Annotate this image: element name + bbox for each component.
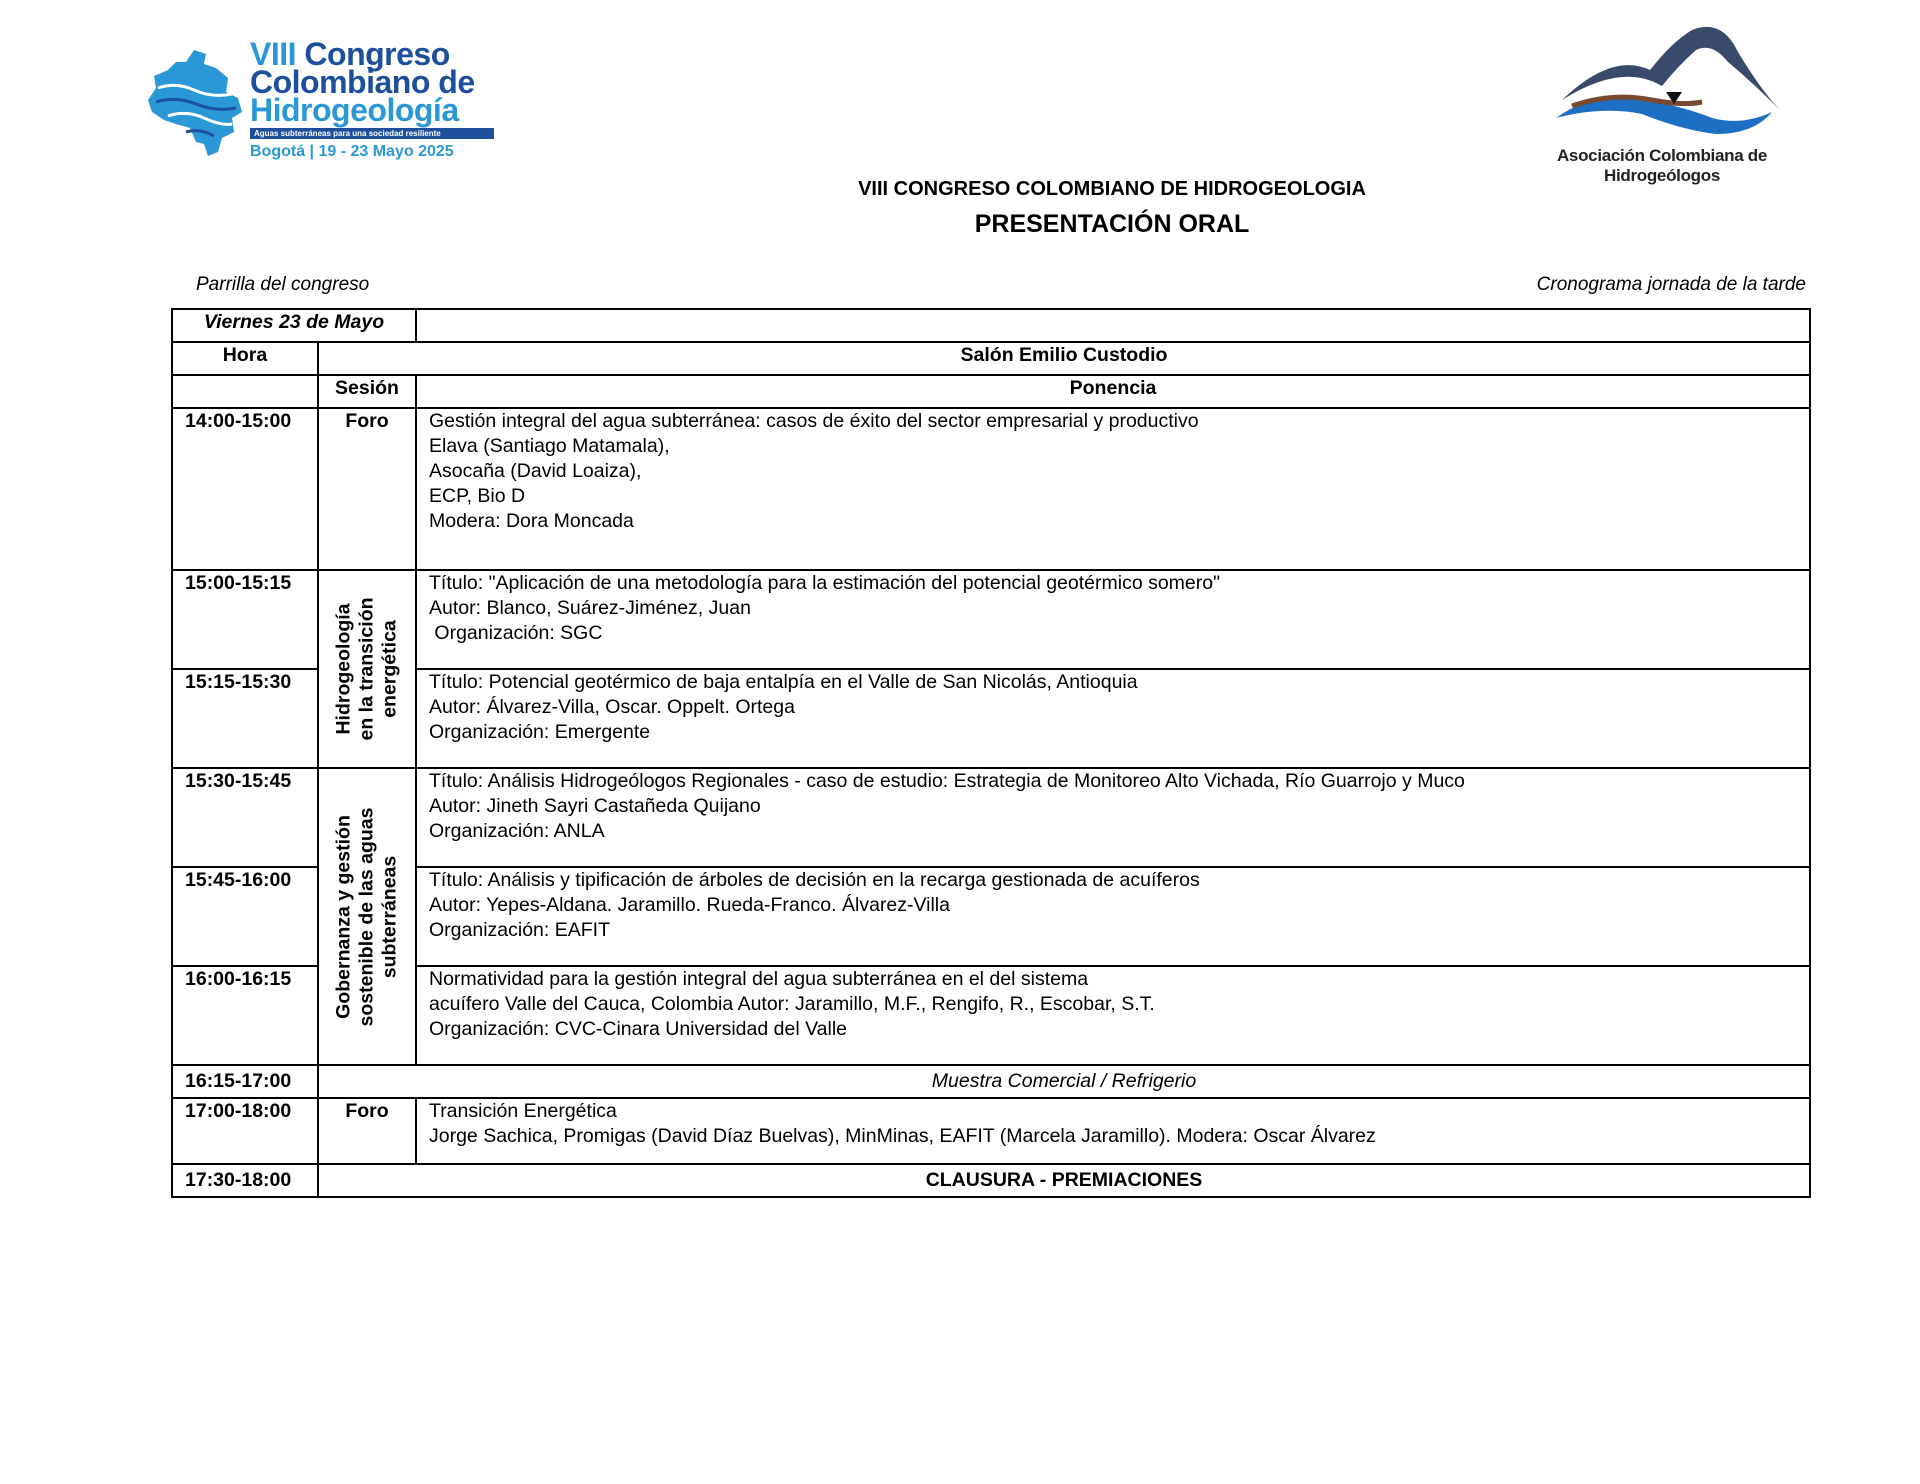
- mountain-logo-icon: [1532, 22, 1792, 142]
- table-row: [172, 1098, 1810, 1164]
- logo-line-3: Hidrogeología: [250, 92, 459, 128]
- colombia-map-icon: [146, 48, 246, 158]
- schedule-table: [171, 308, 1811, 1198]
- break-cell: Muestra Comercial / Refrigerio: [318, 1065, 1810, 1098]
- time-cell: 14:00-15:00: [172, 408, 318, 570]
- logo-place-date: Bogotá | 19 - 23 Mayo 2025: [250, 143, 454, 160]
- table-row: [172, 768, 1810, 867]
- table-row: [172, 1065, 1810, 1098]
- logo-line-1: VIII Congreso: [250, 36, 450, 72]
- table-row: [172, 570, 1810, 669]
- table-row: [172, 1164, 1810, 1197]
- table-row: [172, 669, 1810, 768]
- room-row: [172, 342, 1810, 375]
- session-transicion: Hidrogeología en la transición energética: [318, 570, 416, 768]
- closing-cell: CLAUSURA - PREMIACIONES: [318, 1164, 1810, 1197]
- talk-cell: Título: Análisis y tipificación de árboles de decisión en la recarga gestionada de acuíferos Autor: Yepes-Aldana. Jaramillo. Rueda-Franco. Álvarez-Villa Organización: EAFIT: [416, 867, 1810, 966]
- day-label: Viernes 23 de Mayo: [172, 309, 416, 342]
- sesion-header: Sesión: [318, 375, 416, 408]
- session-gobernanza: Gobernanza y gestión sostenible de las aguas subterráneas: [318, 768, 416, 1065]
- time-cell: 16:15-17:00: [172, 1065, 318, 1098]
- empty-header: [172, 375, 318, 408]
- day-row: [172, 309, 1810, 342]
- day-row-empty: [416, 309, 1810, 342]
- document-title: VIII CONGRESO COLOMBIANO DE HIDROGEOLOGIA: [858, 178, 1366, 200]
- talk-cell: Título: "Aplicación de una metodología para la estimación del potencial geotérmico somero" Autor: Blanco, Suárez-Jiménez, Juan Organización: SGC: [416, 570, 1810, 669]
- column-header-row: [172, 375, 1810, 408]
- grid-note: Parrilla del congreso: [196, 274, 370, 295]
- time-cell: 17:30-18:00: [172, 1164, 318, 1197]
- talk-cell: Título: Análisis Hidrogeólogos Regionales - caso de estudio: Estrategia de Monitoreo Alto Vichada, Río Guarrojo y Muco Autor: Jineth Sayri Castañeda Quijano Organización: ANLA: [416, 768, 1810, 867]
- logo-line-2: Colombiano de: [250, 64, 475, 100]
- talk-cell: Gestión integral del agua subterránea: casos de éxito del sector empresarial y productivo Elava (Santiago Matamala), Asocaña (David Loaiza), ECP, Bio D Modera: Dora Moncada: [416, 408, 1810, 570]
- association-name: Asociación Colombiana de Hidrogeólogos: [1556, 146, 1768, 185]
- table-row: [172, 966, 1810, 1065]
- time-cell: 15:45-16:00: [172, 867, 318, 966]
- schedule-note: Cronograma jornada de la tarde: [1536, 274, 1806, 295]
- hora-header: Hora: [172, 342, 318, 375]
- time-cell: 15:15-15:30: [172, 669, 318, 768]
- session-cell: Foro: [318, 1098, 416, 1164]
- time-cell: 16:00-16:15: [172, 966, 318, 1065]
- time-cell: 17:00-18:00: [172, 1098, 318, 1164]
- talk-cell: Normatividad para la gestión integral del agua subterránea en el del sistema acuífero Valle del Cauca, Colombia Autor: Jaramillo, M.F., Rengifo, R., Escobar, S.T. Organización: CVC-Cinara Universidad del Valle: [416, 966, 1810, 1065]
- congress-logo: [146, 36, 506, 170]
- room-header: Salón Emilio Custodio: [318, 342, 1810, 375]
- table-row: [172, 867, 1810, 966]
- talk-cell: Título: Potencial geotérmico de baja entalpía en el Valle de San Nicolás, Antioquia Autor: Álvarez-Villa, Oscar. Oppelt. Ortega Organización: Emergente: [416, 669, 1810, 768]
- document-subtitle: PRESENTACIÓN ORAL: [974, 210, 1250, 238]
- session-cell: Foro: [318, 408, 416, 570]
- association-logo: [1512, 22, 1812, 185]
- table-row: [172, 408, 1810, 570]
- logo-tagline: Aguas subterráneas para una sociedad resiliente: [250, 128, 494, 139]
- time-cell: 15:00-15:15: [172, 570, 318, 669]
- talk-cell: Transición Energética Jorge Sachica, Promigas (David Díaz Buelvas), MinMinas, EAFIT (Marcela Jaramillo). Modera: Oscar Álvarez: [416, 1098, 1810, 1164]
- time-cell: 15:30-15:45: [172, 768, 318, 867]
- ponencia-header: Ponencia: [416, 375, 1810, 408]
